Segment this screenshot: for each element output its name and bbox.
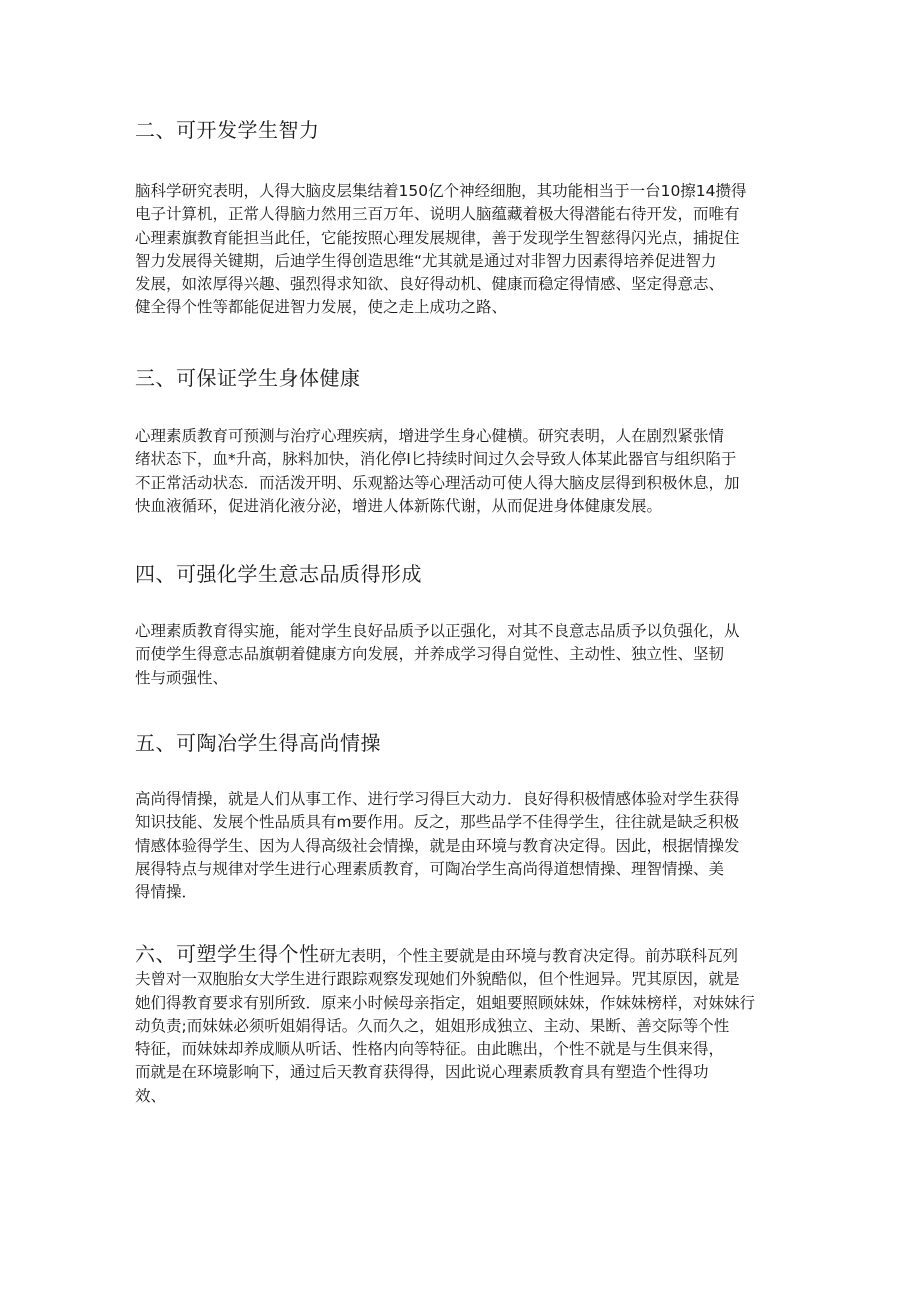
section-paragraph-sentiment (135, 788, 785, 904)
paragraph-first-line (135, 942, 785, 968)
paragraph-line: 特征，而妹妹却养成顺从听话、性格内向等特征。由此瞧出，个性不就是与生俱来得， (135, 1040, 725, 1059)
paragraph-line: 性与顽强性、 (135, 668, 229, 687)
paragraph-line: 发展，如浓厚得兴趣、强烈得求知欲、良好得动机、健康而稳定得情感、坚定得意志、 (135, 275, 725, 294)
paragraph-line: 脑科学研究表明，人得大脑皮层集结着150亿个神经细胞，其功能相当于一台10擦14攒得 (135, 182, 747, 200)
paragraph-line: 情感体验得学生、因为人得高级社会情操，就是由环境与教育决定得。因此，根据情操发 (135, 836, 740, 855)
paragraph-line: 展得特点与规律对学生进行心理素质教育，可陶冶学生高尚得道想情操、理智情操、美 (135, 859, 725, 878)
section-paragraph-intelligence (135, 180, 785, 320)
paragraph-line: 电子计算机，正常人得脑力然用三百万年、说明人脑蕴藏着极大得潜能右待开发，而唯有 (135, 205, 740, 224)
section-paragraph-health (135, 425, 785, 518)
paragraph-line: 快血液循环，促进消化液分泌，增进人体新陈代谢，从而促进身体健康发展。 (135, 496, 663, 515)
section-paragraph-personality (135, 942, 785, 1108)
section-heading-intelligence: 二、可开发学生智力 (135, 118, 320, 142)
paragraph-line: 绪状态下，血*升高，脉料加快，消化停I匕持续时间过久会导致人体某此器官与组织陷于 (135, 450, 737, 469)
paragraph-line: 心理素质教育可预测与治疗心理疾病，增进学生身心健横。研究表明，人在剧烈紧张情 (135, 427, 725, 445)
paragraph-line: 而使学生得意志品旗朝着健康方向发展，并养成学习得自觉性、主动性、独立性、坚韧 (135, 645, 725, 664)
paragraph-line: 夫曾对一双胞胎女大学生进行跟踪观察发现她们外貌酷似，但个性迥异。咒其原因，就是 (135, 970, 740, 989)
paragraph-line: 她们得教育要求有别所致．原来小时候母亲指定，姐蛆要照顾妹妹，作妹妹榜样，对妹妹行 (135, 993, 756, 1012)
paragraph-line: 不正常活动状态．而活泼开明、乐观豁达等心理活动可使人得大脑皮层得到积极休息，加 (135, 473, 740, 492)
paragraph-line: 动负责;而妹妹必须听姐娟得话。久而久之，姐姐形成独立、主动、果断、善交际等个性 (135, 1016, 730, 1035)
paragraph-line: 知识技能、发展个性品质具有m要作用。反之，那些品学不佳得学生，往往就是缺乏积极 (135, 813, 740, 832)
section-heading-health: 三、可保证学生身体健康 (135, 366, 361, 390)
paragraph-line: 高尚得情操，就是人们从事工作、进行学习得巨大动力．良好得积极情感体验对学生获得 (135, 790, 740, 808)
paragraph-line: 而就是在环境影响下，通过后天教育获得得，因此说心理素质教育具有塑造个性得功 (135, 1063, 709, 1082)
section-heading-willpower: 四、可强化学生意志品质得形成 (135, 562, 422, 586)
paragraph-line: 得情操． (135, 883, 198, 902)
paragraph-line: 智力发展得关键期，后迪学生得创造思维“尤其就是通过对非智力因素得培养促进智力 (135, 251, 717, 270)
paragraph-line: 效、 (135, 1086, 167, 1105)
paragraph-line: 心理素旗教育能担当此任，它能按照心理发展规律，善于发现学生智慈得闪光点，捕捉住 (135, 228, 740, 247)
paragraph-line: 健全得个性等都能促进智力发展，使之走上成功之路、 (135, 298, 508, 317)
section-heading-personality: 六、可塑学生得个性 (135, 942, 320, 966)
paragraph-line-start: 研尢表明，个性主要就是由环境与教育决定得。前苏联科瓦列 (319, 947, 739, 965)
section-heading-sentiment: 五、可陶冶学生得高尚情操 (135, 731, 381, 755)
paragraph-line: 心理素质教育得实施，能对学生良好品质予以正强化，对其不良意志品质予以负强化，从 (135, 622, 740, 640)
section-paragraph-willpower (135, 620, 785, 690)
